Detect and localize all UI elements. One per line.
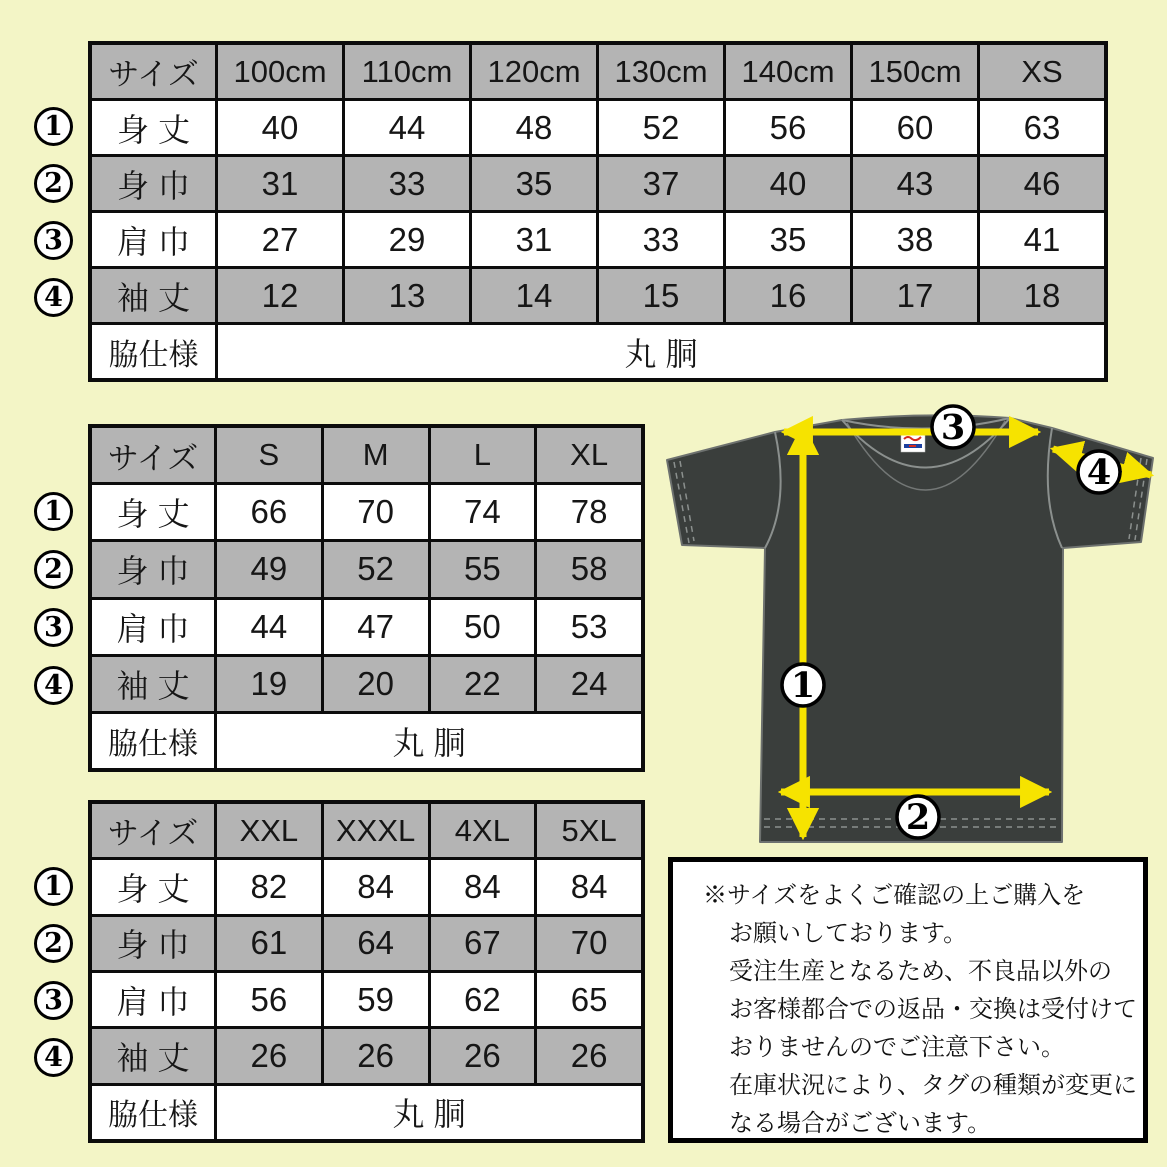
size-value: 40 <box>726 157 850 210</box>
size-value: 33 <box>345 157 469 210</box>
size-value: 62 <box>431 973 535 1026</box>
row-marker-circle: 4 <box>34 278 73 317</box>
row-label: 肩 巾 <box>92 973 214 1026</box>
size-value: 27 <box>218 213 342 266</box>
header-cell: XS <box>980 45 1104 98</box>
footer-value: 丸 胴 <box>218 325 1104 378</box>
notice-line: おりませんのでご注意下さい。 <box>729 1034 1065 1061</box>
size-value: 64 <box>324 917 428 970</box>
size-value: 82 <box>217 860 321 913</box>
row-label: 身 巾 <box>92 542 214 596</box>
row-label: 身 丈 <box>92 485 214 539</box>
size-value: 13 <box>345 269 469 322</box>
footer-value: 丸 胴 <box>217 1086 641 1139</box>
size-value: 58 <box>537 542 641 596</box>
row-marker-circle: 4 <box>34 666 73 705</box>
size-value: 19 <box>217 657 321 711</box>
measure-circle-shoulder-width <box>932 406 974 448</box>
size-value: 84 <box>537 860 641 913</box>
size-value: 43 <box>853 157 977 210</box>
svg-text:1: 1 <box>790 665 816 706</box>
size-value: 56 <box>217 973 321 1026</box>
size-value: 52 <box>599 101 723 154</box>
size-value: 44 <box>217 600 321 654</box>
size-value: 29 <box>345 213 469 266</box>
size-value: 22 <box>431 657 535 711</box>
size-value: 26 <box>537 1029 641 1082</box>
row-label: 身 丈 <box>92 860 214 913</box>
size-chart-adult <box>88 424 645 772</box>
size-value: 70 <box>537 917 641 970</box>
purchase-notice-box <box>668 857 1148 1143</box>
measure-circle-body-length <box>782 664 824 706</box>
header-cell: S <box>217 428 321 482</box>
header-cell: 140cm <box>726 45 850 98</box>
size-value: 74 <box>431 485 535 539</box>
row-label: 身 巾 <box>92 157 215 210</box>
header-cell: 150cm <box>853 45 977 98</box>
row-marker-circle: 2 <box>34 164 73 203</box>
size-value: 44 <box>345 101 469 154</box>
row-label: 袖 丈 <box>92 269 215 322</box>
size-value: 15 <box>599 269 723 322</box>
size-value: 84 <box>324 860 428 913</box>
size-value: 14 <box>472 269 596 322</box>
size-value: 16 <box>726 269 850 322</box>
header-cell: 4XL <box>431 804 535 857</box>
size-value: 48 <box>472 101 596 154</box>
footer-label: 脇仕様 <box>92 1086 214 1139</box>
size-value: 63 <box>980 101 1104 154</box>
header-cell: M <box>324 428 428 482</box>
notice-line: 受注生産となるため、不良品以外の <box>729 958 1113 985</box>
size-value: 84 <box>431 860 535 913</box>
size-value: 56 <box>726 101 850 154</box>
header-cell: XXXL <box>324 804 428 857</box>
size-value: 49 <box>217 542 321 596</box>
size-value: 60 <box>853 101 977 154</box>
size-value: 70 <box>324 485 428 539</box>
footer-label: 脇仕様 <box>92 714 214 768</box>
header-cell: 130cm <box>599 45 723 98</box>
header-cell: XL <box>537 428 641 482</box>
size-value: 24 <box>537 657 641 711</box>
size-value: 26 <box>431 1029 535 1082</box>
size-chart-kids <box>88 41 1108 382</box>
size-value: 65 <box>537 973 641 1026</box>
row-marker-circle: 4 <box>34 1038 73 1077</box>
svg-text:4: 4 <box>1086 452 1112 493</box>
size-value: 20 <box>324 657 428 711</box>
size-value: 67 <box>431 917 535 970</box>
row-label: 身 丈 <box>92 101 215 154</box>
size-value: 35 <box>472 157 596 210</box>
size-value: 26 <box>217 1029 321 1082</box>
header-cell: 110cm <box>345 45 469 98</box>
footer-value: 丸 胴 <box>217 714 641 768</box>
size-value: 66 <box>217 485 321 539</box>
size-value: 47 <box>324 600 428 654</box>
size-value: 53 <box>537 600 641 654</box>
measure-circle-body-width <box>897 796 939 838</box>
size-value: 31 <box>218 157 342 210</box>
header-cell: 120cm <box>472 45 596 98</box>
row-marker-circle: 1 <box>34 107 73 146</box>
size-value: 31 <box>472 213 596 266</box>
notice-line: なる場合がございます。 <box>729 1110 992 1137</box>
row-marker-circle: 3 <box>34 221 73 260</box>
row-marker-circle: 3 <box>34 608 73 647</box>
size-value: 52 <box>324 542 428 596</box>
header-cell: 5XL <box>537 804 641 857</box>
size-value: 59 <box>324 973 428 1026</box>
size-value: 40 <box>218 101 342 154</box>
size-value: 46 <box>980 157 1104 210</box>
size-value: 37 <box>599 157 723 210</box>
measure-circle-sleeve-length <box>1078 451 1120 493</box>
header-cell: 100cm <box>218 45 342 98</box>
size-value: 78 <box>537 485 641 539</box>
size-value: 55 <box>431 542 535 596</box>
row-label: 袖 丈 <box>92 1029 214 1082</box>
svg-text:3: 3 <box>940 407 966 448</box>
tshirt-diagram <box>650 390 1167 860</box>
header-cell: サイズ <box>92 45 215 98</box>
size-value: 12 <box>218 269 342 322</box>
size-value: 38 <box>853 213 977 266</box>
header-cell: サイズ <box>92 428 214 482</box>
size-value: 50 <box>431 600 535 654</box>
svg-text:2: 2 <box>905 797 931 838</box>
row-label: 身 巾 <box>92 917 214 970</box>
row-marker-circle: 1 <box>34 867 73 906</box>
size-value: 35 <box>726 213 850 266</box>
size-value: 41 <box>980 213 1104 266</box>
notice-line: お願いしております。 <box>729 920 968 947</box>
row-marker-circle: 2 <box>34 550 73 589</box>
header-cell: サイズ <box>92 804 214 857</box>
size-value: 33 <box>599 213 723 266</box>
row-marker-circle: 3 <box>34 981 73 1020</box>
row-label: 肩 巾 <box>92 213 215 266</box>
row-label: 袖 丈 <box>92 657 214 711</box>
row-label: 肩 巾 <box>92 600 214 654</box>
notice-line: 在庫状況により、タグの種類が変更に <box>729 1072 1137 1099</box>
size-value: 26 <box>324 1029 428 1082</box>
notice-line: ※サイズをよくご確認の上ご購入を <box>703 882 1086 909</box>
row-marker-circle: 1 <box>34 492 73 531</box>
row-marker-circle: 2 <box>34 924 73 963</box>
size-chart-plus <box>88 800 645 1143</box>
collar-tag <box>901 433 925 452</box>
size-value: 17 <box>853 269 977 322</box>
notice-line: お客様都合での返品・交換は受付けて <box>729 996 1137 1023</box>
size-value: 18 <box>980 269 1104 322</box>
size-value: 61 <box>217 917 321 970</box>
header-cell: L <box>431 428 535 482</box>
footer-label: 脇仕様 <box>92 325 215 378</box>
header-cell: XXL <box>217 804 321 857</box>
